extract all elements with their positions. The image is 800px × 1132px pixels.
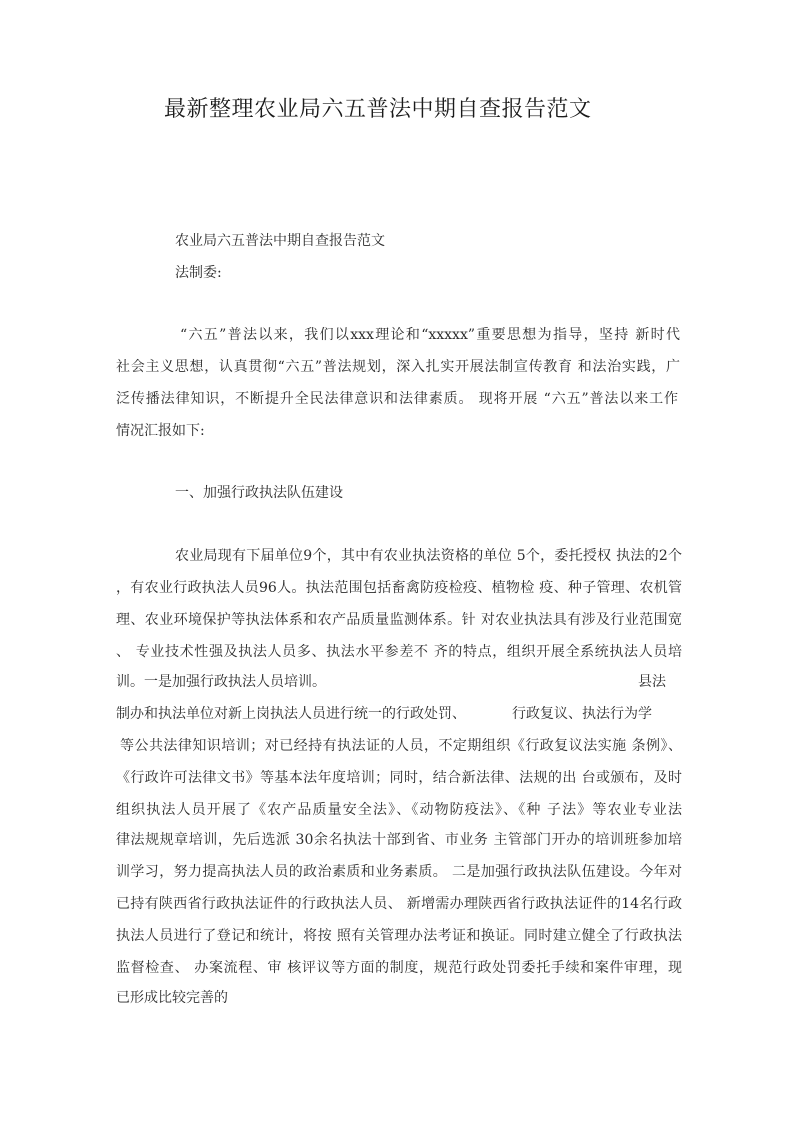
body-line: 农业局现有下届单位9个，其中有农业执法资格的单位 5个，委托授权 执法的2个 [175,548,682,564]
body-line: 已形成比较完善的 [116,990,228,1006]
body-line: 律法规规章培训，先后选派 30余名执法十部到省、市业务 主管部门开办的培训班参加培 [116,832,682,848]
body-line: 训学习，努力提高执法人员的政治素质和业务素质。 二是加强行政执法队伍建设。今年对 [116,864,682,880]
document-title: 最新整理农业局六五普法中期自查报告范文 [164,97,592,122]
body-line: 已持有陕西省行政执法证件的行政执法人员、 新增需办理陕西省行政执法证件的14名行政 [116,896,682,912]
body-line: 制办和执法单位对新上岗执法人员进行统一的行政处罚、 [116,706,466,722]
body-line: 监督检查、 办案流程、审 核评议等方面的制度，规范行政处罚委托手续和案件审理，现 [116,960,682,976]
body-line: 《行政许可法律文书》等基本法年度培训；同时，结合新法律、法规的出 台或颁布，及时 [116,770,682,786]
body-line: 组织执法人员开展了《农产品质量安全法》、《动物防疫法》、《种 子法》等农业专业法 [116,802,682,818]
body-line: 行政复议、执法行为学 [512,706,652,722]
intro-line: “六五”普法以来，我们以xxx理论和“xxxxx”重要思想为指导，坚持 新时代 [180,327,680,343]
body-line: 训。一是加强行政执法人员培训。 [116,674,326,690]
body-line: 县法 [638,674,666,690]
document-subtitle: 农业局六五普法中期自查报告范文 [175,233,385,249]
body-line: 、 专业技术性强及执法人员多、执法水平参差不 齐的特点，组织开展全系统执法人员培 [116,644,682,660]
body-line: ，有农业行政执法人员96人。执法范围包括畜禽防疫检疫、植物检 疫、种子管理、农机管 [116,580,682,596]
body-line: 等公共法律知识培训；对已经持有执法证的人员，不定期组织《行政复议法实施 条例》、 [120,738,682,754]
section-heading: 一、加强行政执法队伍建设 [175,485,343,501]
body-line: 理、农业环境保护等执法体系和农产品质量监测体系。针 对农业执法具有涉及行业范围宽 [116,612,682,628]
intro-line: 泛传播法律知识，不断提升全民法律意识和法律素质。 现将开展 “六五”普法以来工作 [116,391,678,407]
intro-line: 社会主义思想，认真贯彻“六五”普法规划，深入扎实开展法制宣传教育 和法治实践，广 [116,359,680,375]
recipient-line: 法制委: [175,265,222,281]
body-line: 执法人员进行了登记和统计，将按 照有关管理办法考证和换证。同时建立健全了行政执法 [116,928,682,944]
intro-line: 情况汇报如下: [116,423,205,439]
